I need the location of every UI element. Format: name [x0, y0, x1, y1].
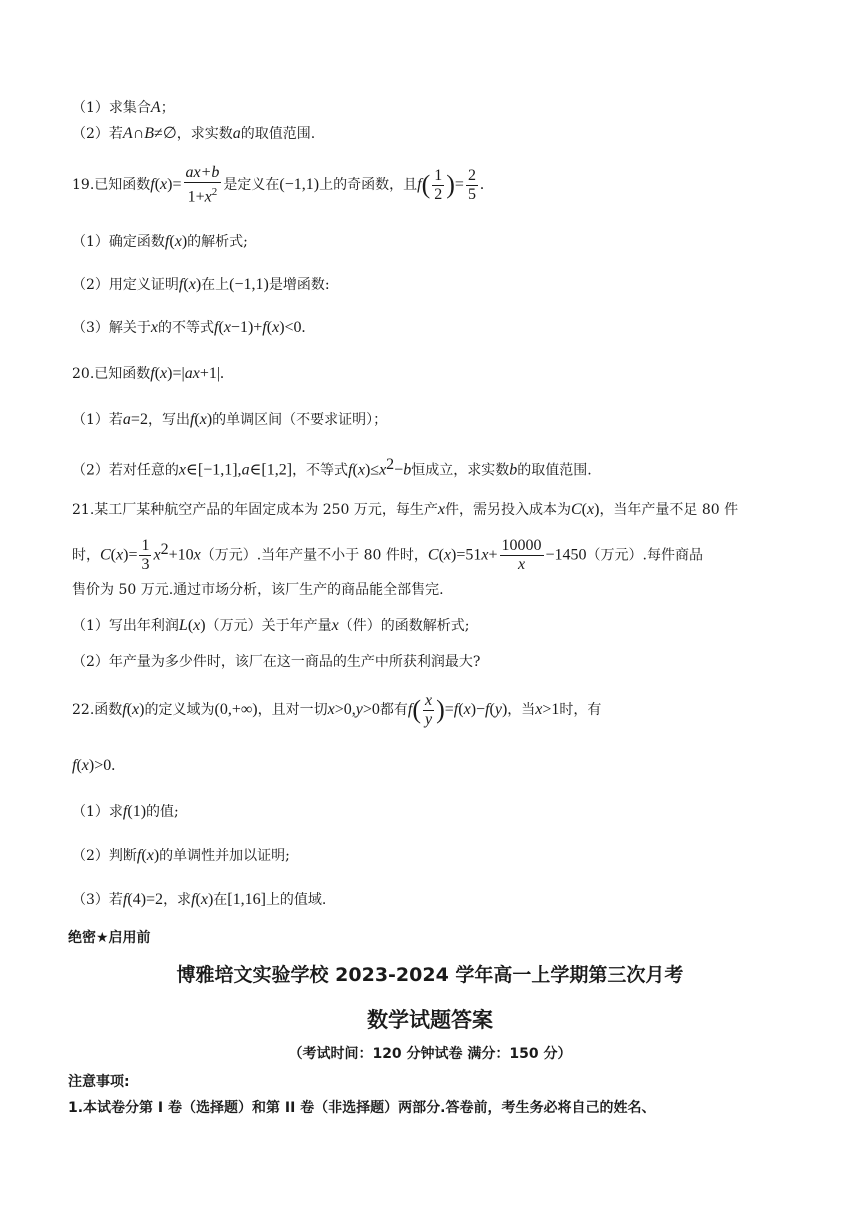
q21-line3: 售价为 50 万元.通过市场分析，该厂生产的商品能全部售完. [72, 582, 444, 598]
q22-part2: （2）判断f(x)的单调性并加以证明; [72, 847, 290, 864]
q19-part3: （3）解关于x的不等式f(x−1)+f(x)<0. [72, 319, 306, 336]
q19-stem: 19.已知函数f(x)= $\frac{ax+b}{1+x^2}$ 是定义在(−1,1)上的奇函数，且f( $\frac{1}{2}$ )= $\frac{2}{5}$ . [72, 164, 484, 206]
q20-part2: （2）若对任意的x∈[−1,1],a∈[1,2]，不等式$f(x)\le x^2-b$恒成立，求实数b的取值范围. [72, 456, 592, 479]
q21-part1: （1）写出年利润L(x)（万元）关于年产量x（件）的函数解析式; [72, 617, 470, 634]
notice-heading: 注意事项: [68, 1074, 130, 1090]
q22-part3: （3）若f(4)=2，求f(x)在[1,16]上的值域. [72, 891, 327, 908]
q22-stem-cont: f(x)>0. [72, 757, 116, 774]
q22-part1: （1）求f(1)的值; [72, 803, 179, 820]
q21-part2: （2）年产量为多少件时，该厂在这一商品的生产中所获利润最大? [72, 654, 481, 670]
secret-label: 绝密★启用前 [68, 930, 151, 946]
q19-part1: （1）确定函数f(x)的解析式; [72, 233, 248, 250]
exam-info: （考试时间：120 分钟试卷 满分：150 分） [288, 1046, 572, 1062]
q21-line1: 21.某工厂某种航空产品的年固定成本为 250 万元，每生产x件，需另投入成本为C(x)，当年产量不足 80 件 [72, 501, 739, 518]
q18-part1: （1）求集合A； [72, 99, 175, 116]
q21-line2: 时，C(x)= $\frac{1}{3}$ $x^2+10x$（万元）.当年产量不小于 80 件时，C(x)=51x+ $\frac{10000}{x}$ −1450（万元）.每件商品 [72, 537, 703, 574]
answer-title: 博雅培文实验学校 2023-2024 学年高一上学期第三次月考 [176, 964, 684, 986]
q20-part1: （1）若a=2，写出f(x)的单调区间（不要求证明）； [72, 411, 388, 428]
answer-subtitle: 数学试题答案 [367, 1008, 493, 1032]
q22-stem: 22.函数f(x)的定义域为(0,+∞)，且对一切x>0,y>0都有f( $\frac{x}{y}$ )=f(x)−f(y)，当x>1时，有 [72, 691, 602, 728]
q20-stem: 20.已知函数f(x)=|ax+1|. [72, 365, 225, 382]
notice-item-1: 1.本试卷分第 I 卷（选择题）和第 II 卷（非选择题）两部分.答卷前，考生务必将自己的姓名、 [68, 1100, 656, 1116]
q18-part2: （2）若A∩B≠∅，求实数a的取值范围. [72, 125, 316, 142]
q19-part2: （2）用定义证明f(x)在上(−1,1)是增函数: [72, 276, 330, 293]
